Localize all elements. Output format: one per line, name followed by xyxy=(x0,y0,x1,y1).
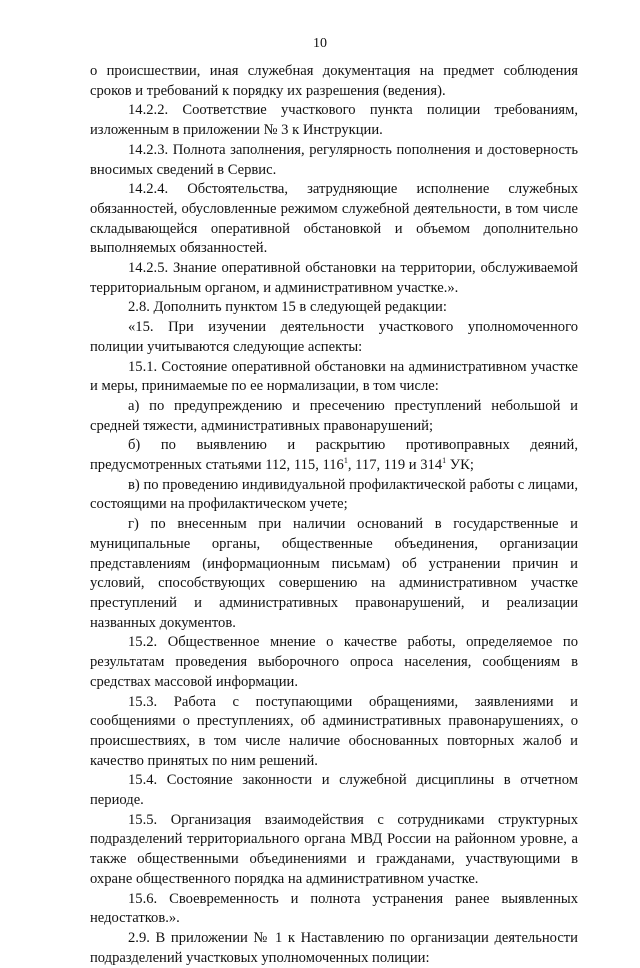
paragraph-15-1-b xyxy=(90,436,578,475)
paragraph-continuation: о происшествии, иная служебная документация на предмет соблюдения сроков и требований к порядку их разрешения (ведения). xyxy=(90,63,578,99)
paragraph-14-2-5: 14.2.5. Знание оперативной обстановки на территории, обслуживаемой территориальным органом, и административном участке.». xyxy=(90,260,578,296)
paragraph-15-1: 15.1. Состояние оперативной обстановки на административном участке и меры, принимаемые по ее нормализации, в том числе: xyxy=(90,358,578,395)
paragraph-14-2-2: 14.2.2. Соответствие участкового пункта полиции требованиям, изложенным в приложении № 3 к Инструкции. xyxy=(90,102,578,139)
paragraph-15-1-b-text-1: б) по выявлению и раскрытию противоправных деяний, предусмотренных статьями 112, 115, 116 xyxy=(90,437,578,474)
paragraph-14-2-3: 14.2.3. Полнота заполнения, регулярность пополнения и достоверность вносимых сведений в Сервис. xyxy=(90,141,578,178)
superscript-2: 1 xyxy=(442,456,447,466)
document-body xyxy=(90,62,578,968)
paragraph-15-4: 15.4. Состояние законности и служебной дисциплины в отчетном периоде. xyxy=(90,772,578,809)
paragraph-15-1-g: г) по внесенным при наличии оснований в государственные и муниципальные органы, общественные объединения, организации представлениям (информационным письмам) об устранении причин и условий, способствующих совершению на административном участке преступлений и административных правонарушений, и реализации названных документов. xyxy=(90,516,578,631)
paragraph-2-9: 2.9. В приложении № 1 к Наставлению по организации деятельности подразделений участковых уполномоченных полиции: xyxy=(90,929,578,966)
paragraph-15: «15. При изучении деятельности участкового уполномоченного полиции учитываются следующие аспекты: xyxy=(90,319,578,355)
page-number: 10 xyxy=(313,36,327,51)
paragraph-15-1-v: в) по проведению индивидуальной профилактической работы с лицами, состоящими на профилактическом учете; xyxy=(90,476,578,513)
paragraph-15-5: 15.5. Организация взаимодействия с сотрудниками структурных подразделений территориального органа МВД России на районном уровне, а также общественными объединениями и гражданами, участвующими в охране общественного порядка на административном участке. xyxy=(90,811,578,887)
paragraph-15-2: 15.2. Общественное мнение о качестве работы, определяемое по результатам проведения выборочного опроса населения, сообщениям в средствах массовой информации. xyxy=(90,634,578,690)
paragraph-2-8: 2.8. Дополнить пунктом 15 в следующей редакции: xyxy=(128,299,447,316)
paragraph-15-3: 15.3. Работа с поступающими обращениями, заявлениями и сообщениями о преступлениях, об административных правонарушениях, о происшествиях, в том числе наличие обоснованных повторных жалоб и качество принятых по ним решений. xyxy=(90,693,578,769)
paragraph-15-1-a: а) по предупреждению и пресечению преступлений небольшой и средней тяжести, административных правонарушений; xyxy=(90,397,578,434)
superscript-1: 1 xyxy=(343,456,348,466)
paragraph-15-6: 15.6. Своевременность и полнота устранения ранее выявленных недостатков.». xyxy=(90,890,578,927)
paragraph-15-1-b-text-3: УК; xyxy=(446,457,474,474)
paragraph-15-1-b-text-2: , 117, 119 и 314 xyxy=(347,457,443,474)
paragraph-14-2-4: 14.2.4. Обстоятельства, затрудняющие исполнение служебных обязанностей, обусловленные режимом служебной деятельности, в том числе складывающейся оперативной обстановкой и объемом дополнительно выполняемых обязанностей. xyxy=(90,181,578,257)
